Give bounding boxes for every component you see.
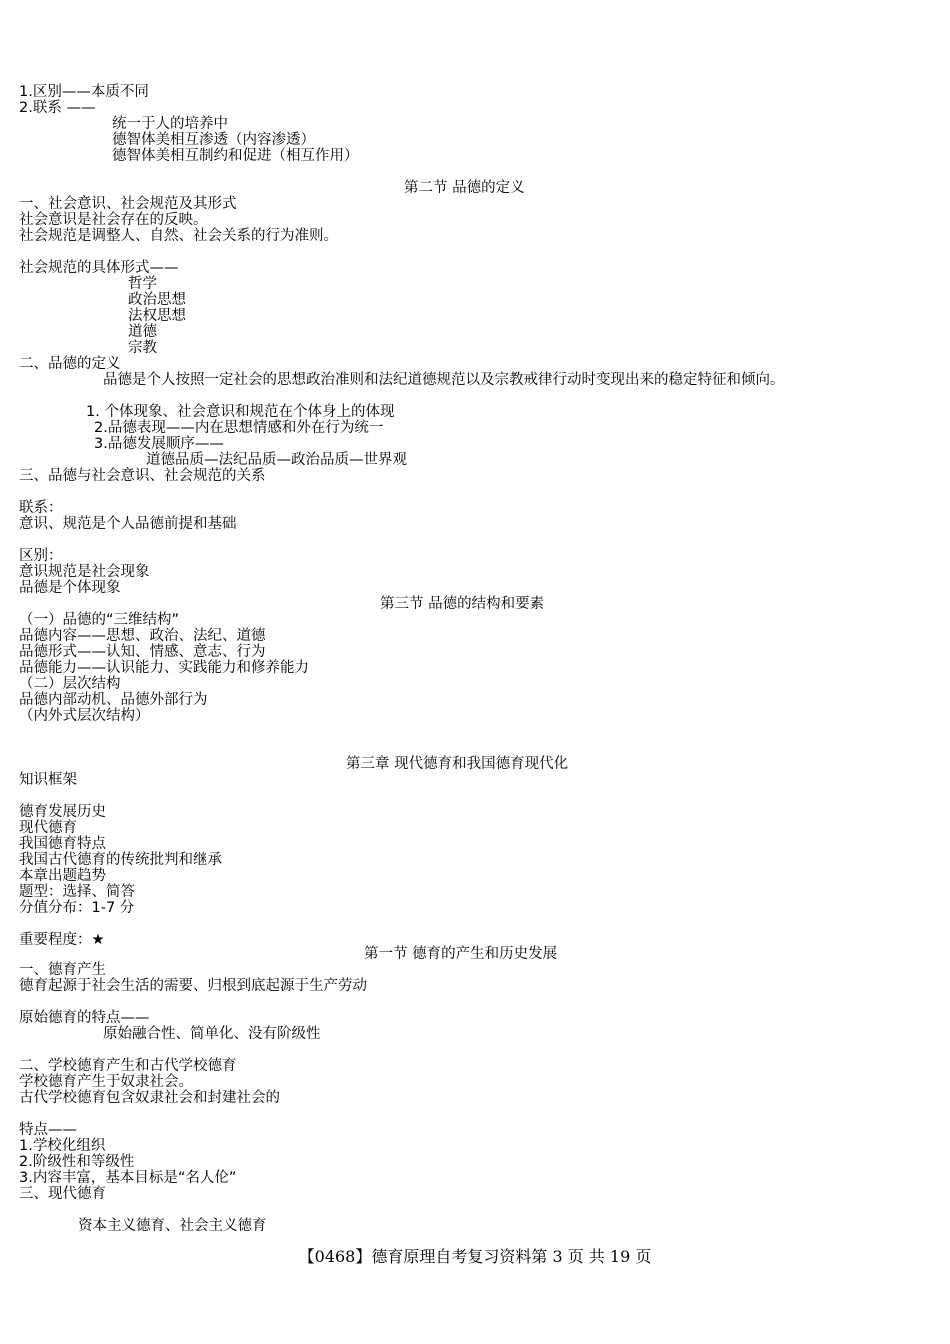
text-line: 三、现代德育 (19, 1186, 106, 1202)
text-line: 品德形式——认知、情感、意志、行为 (19, 644, 266, 660)
text-line: （一）品德的“三维结构” (19, 612, 180, 628)
text-line: 品德是个体现象 (19, 580, 121, 596)
text-line: 德育发展历史 (19, 804, 106, 820)
text-line: 题型：选择、简答 (19, 884, 135, 900)
section-heading: 第二节 品德的定义 (404, 180, 525, 196)
text-line: 我国德育特点 (19, 836, 106, 852)
text-line: 现代德育 (19, 820, 77, 836)
text-line: 区别： (19, 548, 63, 564)
text-line: 2.联系 —— (19, 100, 96, 116)
text-line: 品德内部动机、品德外部行为 (19, 692, 208, 708)
text-line: 社会规范是调整人、自然、社会关系的行为准则。 (19, 228, 338, 244)
text-line: 我国古代德育的传统批判和继承 (19, 852, 222, 868)
section-heading: 第一节 德育的产生和历史发展 (364, 946, 558, 962)
text-line: 2.阶级性和等级性 (19, 1154, 135, 1170)
text-line: 品德是个人按照一定社会的思想政治准则和法纪道德规范以及宗教戒律行动时变现出来的稳定特征和倾向。 (103, 372, 785, 388)
text-line: 资本主义德育、社会主义德育 (78, 1218, 267, 1234)
text-line: 哲学 (128, 276, 157, 292)
text-line: 社会意识是社会存在的反映。 (19, 212, 208, 228)
text-line: 意识规范是社会现象 (19, 564, 150, 580)
text-line: 德智体美相互制约和促进（相互作用） (112, 148, 359, 164)
text-line: （内外式层次结构） (19, 708, 150, 724)
text-line: 社会规范的具体形式—— (19, 260, 179, 276)
text-line: 1.区别——本质不同 (19, 84, 149, 100)
text-line: 原始融合性、简单化、没有阶级性 (103, 1026, 321, 1042)
text-line: 1. 个体现象、社会意识和规范在个体身上的体现 (86, 404, 395, 420)
text-line: 古代学校德育包含奴隶社会和封建社会的 (19, 1090, 280, 1106)
text-line: 道德品质—法纪品质—政治品质—世界观 (146, 452, 407, 468)
text-line: 三、品德与社会意识、社会规范的关系 (19, 468, 266, 484)
text-line: 分值分布：1-7 分 (19, 900, 135, 916)
section-heading: 第三节 品德的结构和要素 (380, 596, 545, 612)
text-line: 1.学校化组织 (19, 1138, 106, 1154)
text-line: 品德内容——思想、政治、法纪、道德 (19, 628, 266, 644)
text-line: 3.内容丰富，基本目标是“名人伦” (19, 1170, 237, 1186)
text-line: 道德 (128, 324, 157, 340)
chapter-heading: 第三章 现代德育和我国德育现代化 (346, 756, 569, 772)
text-line: 二、品德的定义 (19, 356, 121, 372)
text-line: 二、学校德育产生和古代学校德育 (19, 1058, 237, 1074)
text-line: 品德能力——认识能力、实践能力和修养能力 (19, 660, 309, 676)
text-line: 政治思想 (128, 292, 186, 308)
text-line: 德智体美相互渗透（内容渗透） (112, 132, 315, 148)
text-line: 一、德育产生 (19, 962, 106, 978)
text-line: 学校德育产生于奴隶社会。 (19, 1074, 193, 1090)
text-line: （二）层次结构 (19, 676, 121, 692)
text-line: 德育起源于社会生活的需要、归根到底起源于生产劳动 (19, 978, 367, 994)
text-line: 统一于人的培养中 (112, 116, 228, 132)
text-line: 重要程度：★ (19, 932, 105, 948)
text-line: 宗教 (128, 340, 157, 356)
text-line: 原始德育的特点—— (19, 1010, 150, 1026)
page-footer: 【0468】德育原理自考复习资料第 3 页 共 19 页 (298, 1247, 652, 1266)
text-line: 一、社会意识、社会规范及其形式 (19, 196, 237, 212)
text-line: 意识、规范是个人品德前提和基础 (19, 516, 237, 532)
text-line: 知识框架 (19, 772, 77, 788)
text-line: 特点—— (19, 1122, 77, 1138)
text-line: 法权思想 (128, 308, 186, 324)
text-line: 3.品德发展顺序—— (94, 436, 224, 452)
text-line: 本章出题趋势 (19, 868, 106, 884)
text-line: 联系： (19, 500, 63, 516)
text-line: 2.品德表现——内在思想情感和外在行为统一 (94, 420, 384, 436)
